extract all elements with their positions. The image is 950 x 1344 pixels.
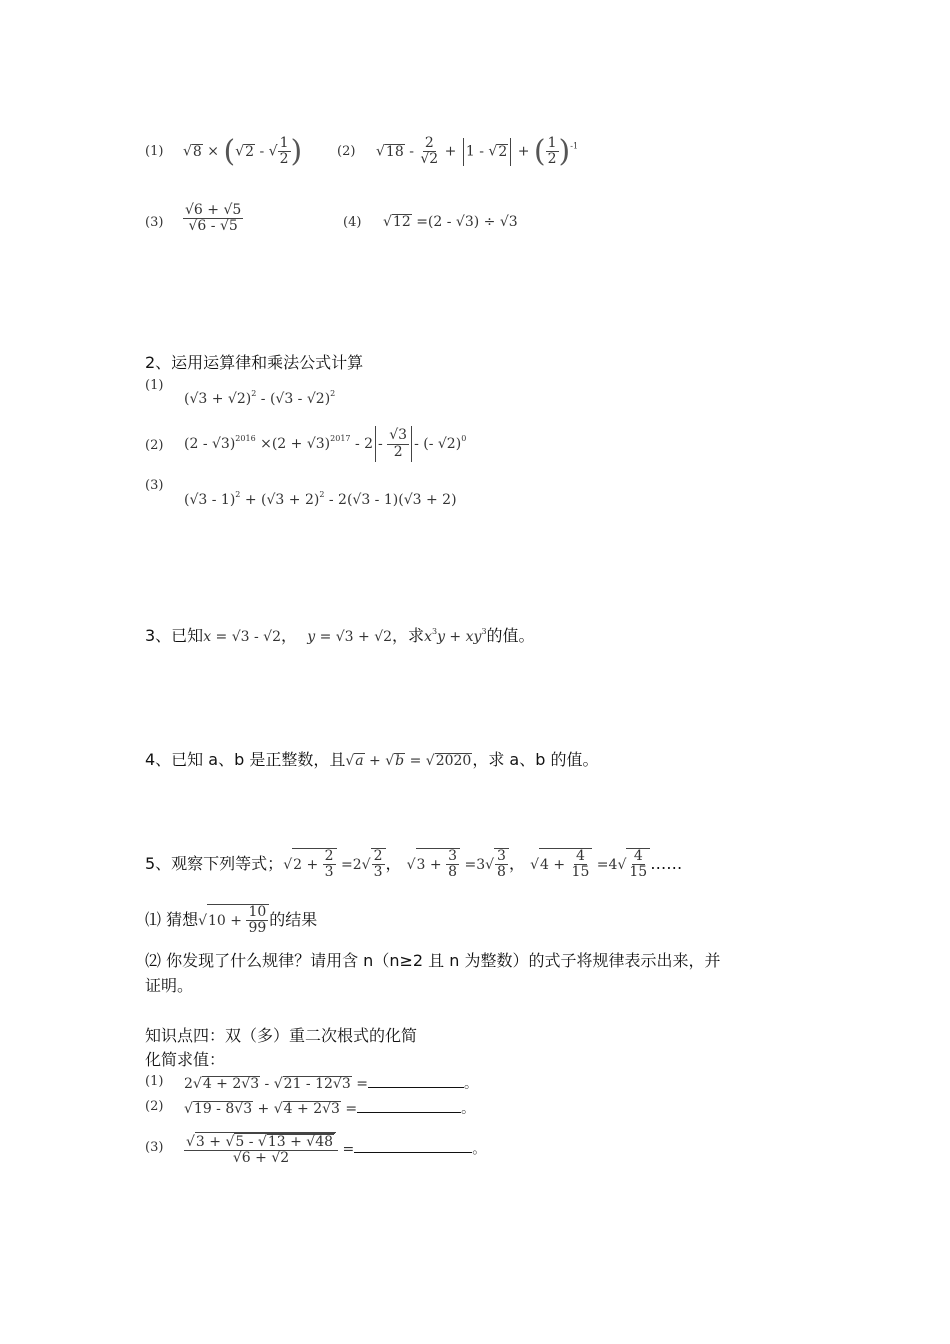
answer-blank-2[interactable] <box>357 1112 461 1113</box>
expr-target: $x^3y + xy^3$ <box>424 627 487 645</box>
label-2-1: (1) <box>145 378 164 393</box>
q1-prefix: ⑴ 猜想 <box>145 909 199 929</box>
label-2-3: (3) <box>145 478 164 493</box>
answer-blank-1[interactable] <box>368 1087 464 1088</box>
eq-3: = <box>342 1141 355 1158</box>
section-3-ask: ，求 <box>392 626 425 645</box>
expr-1-2: √18 - $\frac{2}{√2}$ + 1 - √2 + ( $\frac{1}{2}$ )$^{-1}$ <box>376 134 579 169</box>
section-4-suffix: ，求 a、b 的值。 <box>472 750 599 769</box>
expr-k-3: $\frac{√3 + √5 - √13 + √48}{√6 + √2}$ = 。 <box>186 1134 487 1167</box>
expr-y: y = √3 + √2 <box>307 629 393 645</box>
section-3-prefix: 3、已知 <box>145 626 204 645</box>
expr-1-4: √12 =(2 - √3) ÷ √3 <box>383 214 518 230</box>
q2-line-2: 证明。 <box>145 976 194 995</box>
label-k-2: (2) <box>145 1099 164 1114</box>
expr-k-1: 2√4 + 2√3 - √21 - 12√3 = 。 <box>184 1076 478 1092</box>
expr-k-2: √19 - 8√3 + √4 + 2√3 = 。 <box>184 1101 476 1117</box>
label-1-1: (1) <box>145 144 164 159</box>
expr-1-1: √8 × (√2 - √ $\frac{1}{2}$ ) <box>183 134 303 169</box>
end-3: 。 <box>472 1141 487 1158</box>
section-5-q1 <box>145 904 317 937</box>
expr-1-3: $\frac{√6 + √5}{√6 - √5}$ <box>185 202 242 235</box>
label-k-3: (3) <box>145 1140 164 1155</box>
expr-2-1: $(√3 + √2)^2 - (√3 - √2)^2$ <box>184 389 336 407</box>
expr-sec4: √a + √b = √2020 <box>345 753 472 769</box>
label-k-1: (1) <box>145 1074 164 1089</box>
expr-obs-3: √4 + $\frac{4}{15}$ =4√ $\frac{4}{15}$ <box>530 857 650 873</box>
section-3-mid: ， <box>281 626 298 645</box>
section-5-prefix: 5、观察下列等式； <box>145 853 284 873</box>
expr-obs-1: √2 + $\frac{2}{3}$ =2√ $\frac{2}{3}$ <box>283 857 385 873</box>
end-2: 。 <box>461 1101 476 1117</box>
kp4-title: 知识点四：双（多）重二次根式的化简 <box>145 1026 418 1045</box>
section-5 <box>145 848 682 881</box>
q1-suffix: 的结果 <box>269 909 318 929</box>
section-3-suffix: 的值。 <box>486 626 535 645</box>
q2-line-1: ⑵ 你发现了什么规律？请用含 n（n≥2 且 n 为整数）的式子将规律表示出来，并 <box>145 951 721 970</box>
sep-2: ， <box>508 853 525 873</box>
section-2-title: 2、运用运算律和乘法公式计算 <box>145 353 364 372</box>
expr-guess: √10 + $\frac{10}{99}$ <box>198 913 269 929</box>
dots: …… <box>650 853 683 873</box>
eq-1: = <box>356 1076 368 1092</box>
section-3 <box>145 623 535 646</box>
end-1: 。 <box>463 1076 478 1092</box>
label-1-2: (2) <box>337 144 356 159</box>
kp4-subtitle: 化简求值： <box>145 1050 226 1069</box>
label-2-2: (2) <box>145 438 164 453</box>
answer-blank-3[interactable] <box>354 1152 472 1153</box>
label-1-3: (3) <box>145 215 164 230</box>
expr-2-3: $(√3 - 1)^2 + (√3 + 2)^2 - 2(√3 - 1)(√3 + 2)$ <box>184 490 457 508</box>
expr-x: x = √3 - √2 <box>203 629 282 645</box>
expr-2-2: $(2 - √3)^{2016} \times(2 + √3)^{2017} - 2$ - $\frac{√3}{2}$ - (- √2)$^0$ <box>184 426 466 462</box>
section-4-prefix: 4、已知 a、b 是正整数，且 <box>145 750 346 769</box>
sep-1: ， <box>385 853 402 873</box>
label-1-4: (4) <box>343 215 362 230</box>
expr-obs-2: √3 + $\frac{3}{8}$ =3√ $\frac{3}{8}$ <box>407 857 509 873</box>
section-4 <box>145 747 598 770</box>
eq-2: = <box>345 1101 358 1117</box>
